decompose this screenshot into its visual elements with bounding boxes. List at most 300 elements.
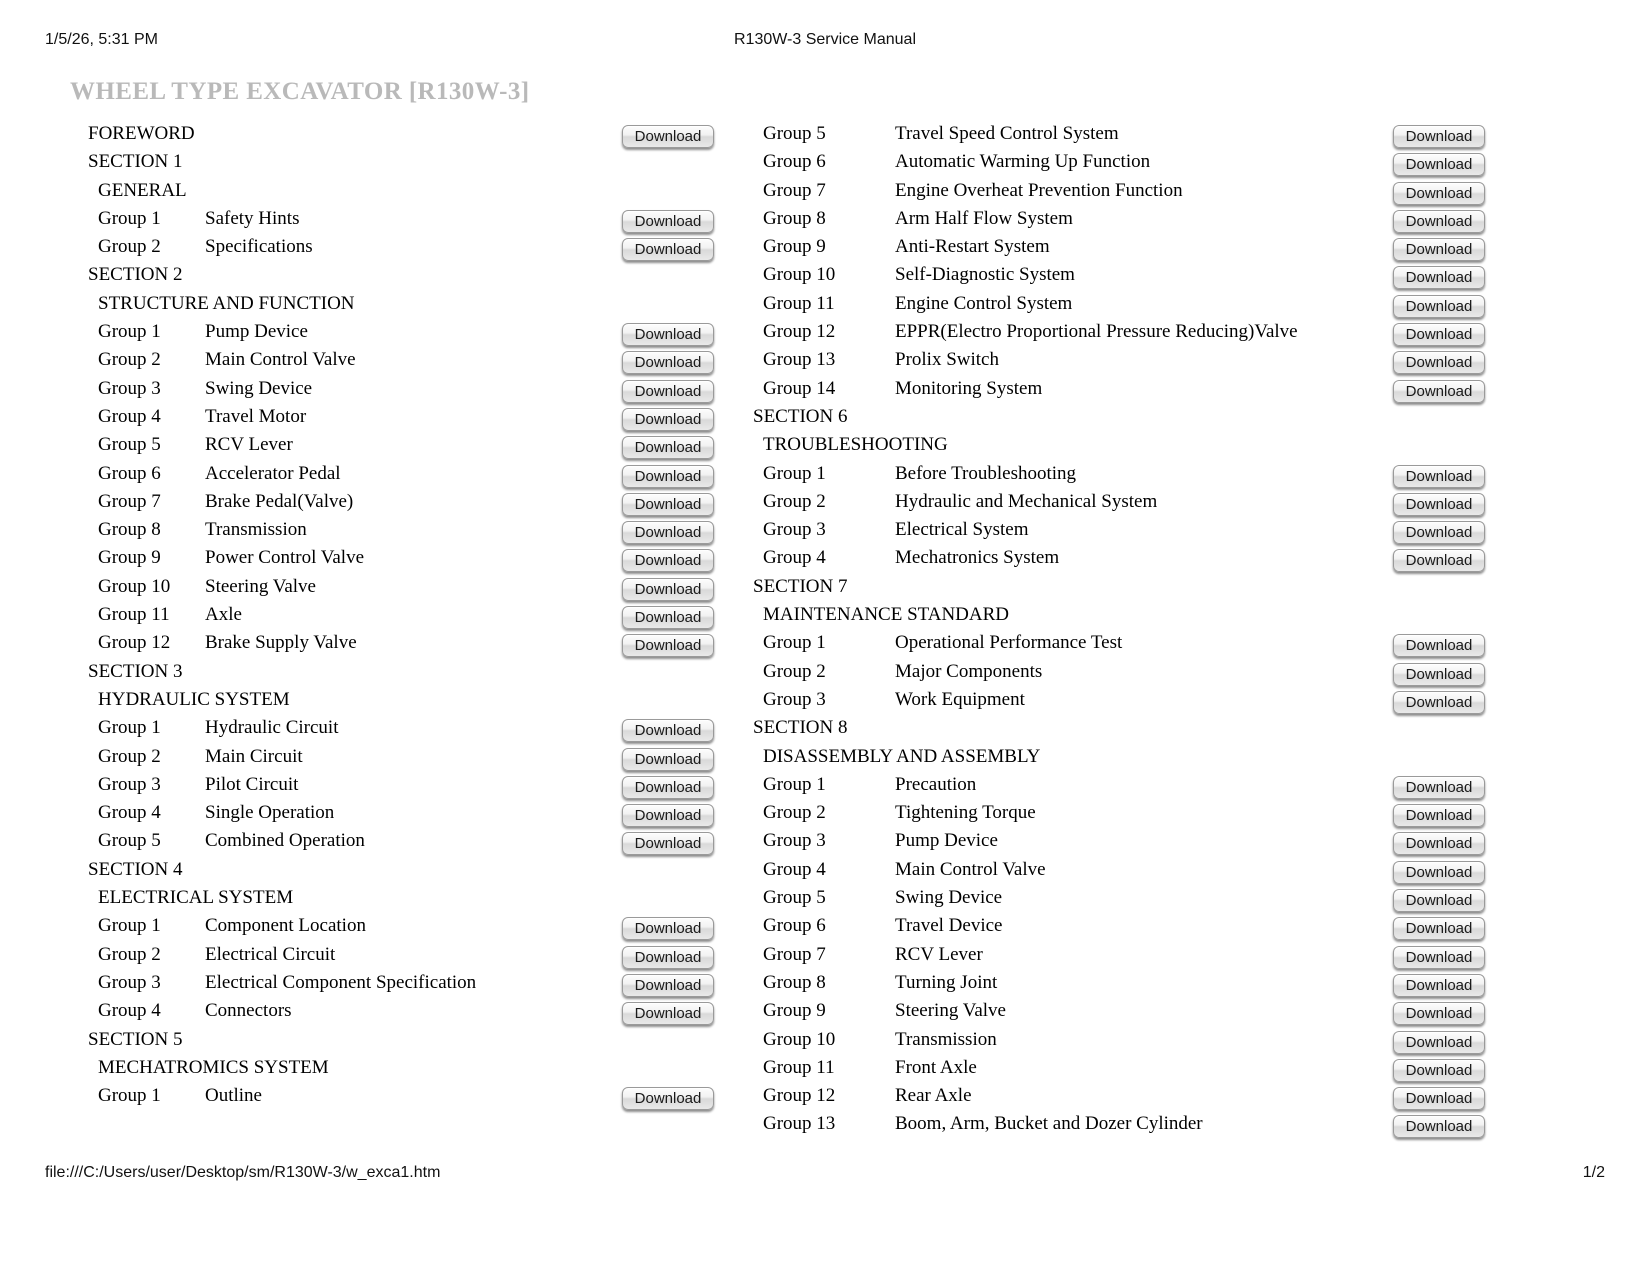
toc-row — [70, 912, 730, 940]
toc-group-title: Electrical Component Specification — [205, 971, 477, 993]
toc-group-title: Power Control Valve — [205, 547, 365, 569]
download-button-slot — [1393, 717, 1485, 745]
download-button-slot — [1393, 547, 1485, 575]
download-button[interactable]: Download — [622, 125, 714, 148]
toc-group-number: Group 1 — [98, 1085, 161, 1107]
page-title: WHEEL TYPE EXCAVATOR [R130W-3] — [70, 78, 530, 105]
download-button[interactable]: Download — [622, 351, 714, 374]
toc-group-title: Front Axle — [895, 1056, 977, 1078]
download-button-slot — [1393, 830, 1485, 858]
toc-group-number: Group 5 — [763, 887, 826, 909]
toc-group-number: Group 13 — [763, 1113, 836, 1135]
download-button-slot — [622, 1085, 714, 1113]
toc-group-title: Single Operation — [205, 802, 335, 824]
download-button-slot — [622, 208, 714, 236]
toc-group-title: Pilot Circuit — [205, 773, 299, 795]
toc-row — [745, 177, 1505, 205]
toc-row — [745, 1054, 1505, 1082]
download-button[interactable]: Download — [1393, 182, 1485, 205]
download-button-slot — [622, 321, 714, 349]
toc-group-number: Group 3 — [763, 688, 826, 710]
toc-row — [745, 233, 1505, 261]
toc-group-title: Swing Device — [205, 377, 313, 399]
toc-group-number: Group 1 — [763, 462, 826, 484]
download-button-slot — [1393, 293, 1485, 321]
toc-group-title: Brake Pedal(Valve) — [205, 490, 354, 512]
toc-group-title: Anti-Restart System — [895, 236, 1050, 258]
print-footer-url: file:///C:/Users/user/Desktop/sm/R130W-3/w_exca1.htm — [45, 1164, 441, 1181]
toc-group-number: Group 7 — [763, 179, 826, 201]
download-button[interactable]: Download — [1393, 1087, 1485, 1110]
toc-group-number: Group 2 — [98, 236, 161, 258]
print-header-title: R130W-3 Service Manual — [733, 31, 916, 48]
toc-group-number: Group 4 — [763, 858, 826, 880]
toc-group-number: Group 4 — [763, 547, 826, 569]
download-button[interactable]: Download — [622, 578, 714, 601]
toc-row — [70, 1054, 730, 1082]
download-button-slot — [1393, 689, 1485, 717]
toc-row — [70, 601, 730, 629]
download-button-slot — [1393, 349, 1485, 377]
download-button[interactable]: Download — [622, 776, 714, 799]
toc-group-number: Group 1 — [98, 717, 161, 739]
download-button-slot — [622, 915, 714, 943]
toc-row — [745, 799, 1505, 827]
download-button-slot — [622, 717, 714, 745]
toc-group-number: Group 2 — [98, 745, 161, 767]
toc-group-number: Group 8 — [763, 207, 826, 229]
toc-row — [70, 148, 730, 176]
toc-group-title: Steering Valve — [205, 575, 316, 597]
toc-group-title: Prolix Switch — [895, 349, 999, 371]
download-button[interactable]: Download — [622, 323, 714, 346]
download-button[interactable]: Download — [1393, 804, 1485, 827]
toc-group-number: Group 7 — [98, 490, 161, 512]
download-button-slot — [622, 151, 714, 179]
download-button[interactable]: Download — [1393, 776, 1485, 799]
download-button-slot — [1393, 576, 1485, 604]
download-button-slot — [622, 661, 714, 689]
toc-group-title: Brake Supply Valve — [205, 632, 357, 654]
toc-group-title: Pump Device — [895, 830, 998, 852]
download-button[interactable]: Download — [622, 719, 714, 742]
toc-row — [745, 120, 1505, 148]
toc-row — [70, 1082, 730, 1110]
toc-group-title: Major Components — [895, 660, 1043, 682]
toc-group-number: Group 1 — [763, 632, 826, 654]
toc-row — [745, 205, 1505, 233]
download-button-slot — [1393, 972, 1485, 1000]
download-button[interactable]: Download — [622, 1087, 714, 1110]
toc-group-title: Engine Control System — [895, 292, 1073, 314]
download-button-slot — [622, 604, 714, 632]
toc-row — [70, 177, 730, 205]
toc-row — [745, 573, 1505, 601]
toc-group-number: Group 12 — [763, 321, 836, 343]
download-button[interactable]: Download — [1393, 974, 1485, 997]
toc-row — [745, 969, 1505, 997]
toc-group-number: Group 10 — [98, 575, 171, 597]
toc-row — [70, 346, 730, 374]
download-button-slot — [622, 774, 714, 802]
download-button[interactable]: Download — [622, 380, 714, 403]
toc-row — [70, 205, 730, 233]
download-button[interactable]: Download — [1393, 521, 1485, 544]
download-button-slot — [622, 519, 714, 547]
toc-row — [70, 544, 730, 572]
toc-row — [745, 375, 1505, 403]
toc-group-title: Turning Joint — [895, 971, 998, 993]
toc-group-number: Group 2 — [98, 349, 161, 371]
toc-row — [745, 827, 1505, 855]
download-button-slot — [622, 1057, 714, 1085]
toc-group-title: Arm Half Flow System — [895, 207, 1073, 229]
toc-group-number: Group 5 — [98, 830, 161, 852]
download-button[interactable]: Download — [622, 974, 714, 997]
download-button[interactable]: Download — [622, 804, 714, 827]
toc-row — [745, 997, 1505, 1025]
download-button-slot — [1393, 180, 1485, 208]
toc-group-number: Group 9 — [98, 547, 161, 569]
toc-row — [745, 148, 1505, 176]
download-button-slot — [622, 293, 714, 321]
toc-group-title: Automatic Warming Up Function — [895, 151, 1151, 173]
toc-group-title: Boom, Arm, Bucket and Dozer Cylinder — [895, 1113, 1203, 1135]
download-button-slot — [1393, 151, 1485, 179]
toc-section-label: SECTION 6 — [753, 405, 848, 427]
download-button-slot — [622, 547, 714, 575]
toc-group-title: Rear Axle — [895, 1085, 972, 1107]
download-button-slot — [1393, 406, 1485, 434]
toc-row — [70, 714, 730, 742]
toc-group-title: Main Circuit — [205, 745, 303, 767]
toc-group-number: Group 1 — [98, 207, 161, 229]
toc-group-number: Group 4 — [98, 405, 161, 427]
toc-group-title: Operational Performance Test — [895, 632, 1123, 654]
toc-group-number: Group 3 — [98, 377, 161, 399]
toc-group-title: RCV Lever — [895, 943, 983, 965]
toc-section-label: FOREWORD — [88, 123, 195, 144]
download-button-slot — [1393, 1113, 1485, 1141]
download-button[interactable]: Download — [1393, 1031, 1485, 1054]
toc-row — [70, 1026, 730, 1054]
toc-row — [70, 460, 730, 488]
toc-section-label: SECTION 4 — [88, 858, 183, 880]
download-button-slot — [1393, 208, 1485, 236]
toc-row — [745, 629, 1505, 657]
toc-group-title: Self-Diagnostic System — [895, 264, 1075, 286]
toc-group-number: Group 13 — [763, 349, 836, 371]
toc-group-title: Axle — [205, 604, 242, 626]
toc-section-label: TROUBLESHOOTING — [763, 434, 948, 456]
download-button-slot — [622, 632, 714, 660]
download-button-slot — [1393, 915, 1485, 943]
download-button-slot — [1393, 944, 1485, 972]
toc-group-number: Group 3 — [98, 773, 161, 795]
download-button[interactable]: Download — [1393, 889, 1485, 912]
download-button[interactable]: Download — [1393, 125, 1485, 148]
download-button-slot — [1393, 661, 1485, 689]
toc-group-title: Before Troubleshooting — [895, 462, 1077, 484]
toc-row — [70, 856, 730, 884]
download-button[interactable]: Download — [1393, 634, 1485, 657]
toc-section-label: SECTION 5 — [88, 1028, 183, 1050]
download-button[interactable]: Download — [622, 549, 714, 572]
download-button[interactable]: Download — [622, 436, 714, 459]
toc-group-number: Group 1 — [763, 773, 826, 795]
toc-group-title: Pump Device — [205, 321, 308, 343]
toc-group-title: Component Location — [205, 915, 366, 937]
download-button[interactable]: Download — [622, 917, 714, 940]
toc-section-label: SECTION 7 — [753, 575, 848, 597]
download-button-slot — [622, 1029, 714, 1057]
toc-row — [70, 771, 730, 799]
download-button-slot — [622, 576, 714, 604]
download-button[interactable]: Download — [1393, 917, 1485, 940]
toc-row — [70, 431, 730, 459]
download-button-slot — [622, 406, 714, 434]
download-button-slot — [1393, 859, 1485, 887]
download-button[interactable]: Download — [1393, 323, 1485, 346]
toc-group-number: Group 10 — [763, 264, 836, 286]
print-footer-page: 1/2 — [1582, 1164, 1605, 1181]
download-button[interactable]: Download — [1393, 663, 1485, 686]
download-button[interactable]: Download — [1393, 380, 1485, 403]
toc-row — [745, 544, 1505, 572]
download-button-slot — [622, 349, 714, 377]
toc-group-number: Group 9 — [763, 236, 826, 258]
download-button-slot — [622, 689, 714, 717]
download-button[interactable]: Download — [1393, 1059, 1485, 1082]
toc-section-label: DISASSEMBLY AND ASSEMBLY — [763, 745, 1041, 767]
toc-group-number: Group 3 — [98, 971, 161, 993]
download-button-slot — [1393, 887, 1485, 915]
toc-section-label: SECTION 2 — [88, 264, 183, 286]
toc-group-number: Group 11 — [763, 292, 835, 314]
toc-section-label: SECTION 3 — [88, 660, 183, 682]
toc-row — [70, 403, 730, 431]
download-button[interactable]: Download — [1393, 1115, 1485, 1138]
toc-group-title: Specifications — [205, 236, 313, 258]
download-button-slot — [622, 802, 714, 830]
download-button-slot — [622, 859, 714, 887]
download-button-slot — [1393, 1057, 1485, 1085]
toc-group-number: Group 3 — [763, 830, 826, 852]
download-button[interactable]: Download — [622, 606, 714, 629]
toc-group-number: Group 11 — [98, 604, 170, 626]
toc-row — [70, 799, 730, 827]
browser-print-footer — [0, 1163, 1650, 1183]
download-button[interactable]: Download — [1393, 832, 1485, 855]
download-button[interactable]: Download — [622, 946, 714, 969]
toc-group-title: Outline — [205, 1085, 262, 1107]
download-button-slot — [1393, 264, 1485, 292]
toc-group-number: Group 2 — [763, 660, 826, 682]
toc-group-title: Transmission — [205, 519, 307, 541]
toc-row — [745, 1082, 1505, 1110]
toc-group-title: Accelerator Pedal — [205, 462, 341, 484]
toc-group-number: Group 10 — [763, 1028, 836, 1050]
download-button[interactable]: Download — [622, 832, 714, 855]
download-button-slot — [622, 972, 714, 1000]
toc-group-number: Group 2 — [98, 943, 161, 965]
toc-group-title: Travel Speed Control System — [895, 123, 1119, 144]
download-button-slot — [622, 1000, 714, 1028]
toc-row — [745, 290, 1505, 318]
download-button[interactable]: Download — [1393, 238, 1485, 261]
toc-section-label: HYDRAULIC SYSTEM — [98, 688, 290, 710]
download-button-slot — [1393, 802, 1485, 830]
toc-row — [745, 1110, 1505, 1138]
download-button[interactable]: Download — [622, 493, 714, 516]
download-button[interactable]: Download — [1393, 493, 1485, 516]
download-button-slot — [1393, 1029, 1485, 1057]
download-button[interactable]: Download — [1393, 465, 1485, 488]
toc-group-number: Group 5 — [763, 123, 826, 144]
toc-row — [70, 261, 730, 289]
toc-group-title: Swing Device — [895, 887, 1003, 909]
toc-group-title: Transmission — [895, 1028, 997, 1050]
toc-group-title: Electrical Circuit — [205, 943, 336, 965]
toc-section-label: SECTION 1 — [88, 151, 183, 173]
toc-row — [745, 686, 1505, 714]
download-button[interactable]: Download — [1393, 153, 1485, 176]
toc-row — [70, 884, 730, 912]
download-button-slot — [1393, 1085, 1485, 1113]
toc-row — [70, 573, 730, 601]
toc-section-label: MAINTENANCE STANDARD — [763, 604, 1009, 626]
download-button-slot — [1393, 774, 1485, 802]
toc-row — [70, 969, 730, 997]
toc-group-title: Tightening Torque — [895, 802, 1036, 824]
download-button[interactable]: Download — [622, 1002, 714, 1025]
download-button[interactable]: Download — [1393, 861, 1485, 884]
download-button[interactable]: Download — [622, 238, 714, 261]
toc-section-label: ELECTRICAL SYSTEM — [98, 887, 294, 909]
browser-print-header — [0, 30, 1650, 50]
toc-group-title: Combined Operation — [205, 830, 365, 852]
download-button-slot — [622, 746, 714, 774]
toc-group-number: Group 3 — [763, 519, 826, 541]
toc-row — [70, 827, 730, 855]
download-button[interactable]: Download — [1393, 351, 1485, 374]
download-button-slot — [622, 491, 714, 519]
download-button-slot — [1393, 746, 1485, 774]
toc-row — [745, 658, 1505, 686]
toc-row — [70, 375, 730, 403]
download-button-slot — [622, 378, 714, 406]
download-button-slot — [1393, 434, 1485, 462]
toc-row — [745, 403, 1505, 431]
toc-group-number: Group 6 — [98, 462, 161, 484]
toc-group-number: Group 14 — [763, 377, 836, 399]
toc-row — [745, 261, 1505, 289]
toc-group-number: Group 4 — [98, 802, 161, 824]
toc-row — [70, 997, 730, 1025]
download-button[interactable]: Download — [1393, 266, 1485, 289]
toc-row — [70, 516, 730, 544]
download-button[interactable]: Download — [622, 634, 714, 657]
download-button-slot — [1393, 378, 1485, 406]
toc-group-number: Group 2 — [763, 490, 826, 512]
toc-section-label: GENERAL — [98, 179, 187, 201]
toc-row — [745, 431, 1505, 459]
toc-group-title: Main Control Valve — [205, 349, 356, 371]
toc-group-title: Mechatronics System — [895, 547, 1060, 569]
toc-row — [745, 771, 1505, 799]
toc-group-number: Group 1 — [98, 321, 161, 343]
toc-left-column — [70, 120, 730, 1110]
toc-row — [745, 601, 1505, 629]
download-button[interactable]: Download — [1393, 210, 1485, 233]
toc-group-number: Group 2 — [763, 802, 826, 824]
toc-group-number: Group 11 — [763, 1056, 835, 1078]
toc-group-title: Travel Device — [895, 915, 1003, 937]
download-button-slot — [622, 236, 714, 264]
download-button[interactable]: Download — [1393, 1002, 1485, 1025]
download-button-slot — [1393, 321, 1485, 349]
download-button[interactable]: Download — [1393, 295, 1485, 318]
download-button-slot — [622, 887, 714, 915]
toc-group-number: Group 6 — [763, 151, 826, 173]
toc-row — [745, 346, 1505, 374]
toc-row — [70, 120, 730, 148]
toc-row — [745, 1026, 1505, 1054]
download-button[interactable]: Download — [622, 521, 714, 544]
toc-group-number: Group 6 — [763, 915, 826, 937]
toc-section-label: MECHATROMICS SYSTEM — [98, 1056, 329, 1078]
toc-row — [70, 318, 730, 346]
download-button[interactable]: Download — [622, 210, 714, 233]
toc-group-number: Group 9 — [763, 1000, 826, 1022]
toc-row — [70, 686, 730, 714]
toc-row — [745, 318, 1505, 346]
toc-row — [70, 233, 730, 261]
toc-row — [745, 856, 1505, 884]
download-button-slot — [622, 180, 714, 208]
download-button-slot — [1393, 604, 1485, 632]
download-button[interactable]: Download — [622, 408, 714, 431]
toc-right-column — [745, 120, 1505, 1139]
toc-group-title: Precaution — [895, 773, 977, 795]
download-button[interactable]: Download — [1393, 946, 1485, 969]
download-button-slot — [1393, 491, 1485, 519]
download-button-slot — [1393, 236, 1485, 264]
toc-row — [745, 743, 1505, 771]
toc-group-number: Group 8 — [98, 519, 161, 541]
toc-group-title: Safety Hints — [205, 207, 300, 229]
toc-group-title: Work Equipment — [895, 688, 1025, 710]
toc-group-title: Steering Valve — [895, 1000, 1006, 1022]
download-button-slot — [1393, 463, 1485, 491]
toc-group-title: Main Control Valve — [895, 858, 1046, 880]
toc-group-number: Group 5 — [98, 434, 161, 456]
toc-row — [745, 516, 1505, 544]
toc-row — [70, 290, 730, 318]
download-button[interactable]: Download — [1393, 691, 1485, 714]
toc-group-title: Engine Overheat Prevention Function — [895, 179, 1183, 201]
download-button[interactable]: Download — [622, 465, 714, 488]
download-button[interactable]: Download — [1393, 549, 1485, 572]
toc-row — [745, 488, 1505, 516]
toc-group-title: Hydraulic Circuit — [205, 717, 339, 739]
toc-row — [70, 629, 730, 657]
download-button-slot — [622, 463, 714, 491]
toc-row — [745, 460, 1505, 488]
download-button[interactable]: Download — [622, 748, 714, 771]
download-button-slot — [622, 123, 714, 151]
toc-group-title: Monitoring System — [895, 377, 1043, 399]
